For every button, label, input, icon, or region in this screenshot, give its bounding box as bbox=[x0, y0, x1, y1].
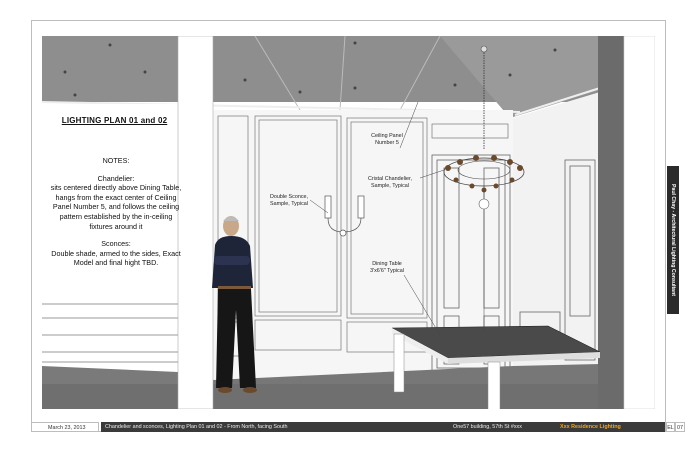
footer-sheet-code: EL bbox=[666, 422, 675, 432]
footer-project: Xxx Residence Lighting bbox=[560, 424, 621, 430]
footer-description: Chandelier and sconces, Lighting Plan 01 and 02 - From North, facing South bbox=[105, 424, 288, 430]
chandelier-label-line-2: Sample, Typical bbox=[371, 182, 409, 189]
sconce-label-line-1: Double Sconce, bbox=[269, 194, 309, 200]
sconces-heading: Sconces: bbox=[101, 239, 131, 249]
title-block-footer bbox=[31, 422, 684, 432]
page-title: LIGHTING PLAN 01 and 02 bbox=[61, 116, 168, 125]
footer-building: One57 building, 57th St #xxx bbox=[453, 424, 522, 430]
footer-sheet-number: 07 bbox=[675, 422, 685, 432]
right-column bbox=[598, 36, 624, 409]
chandelier-heading: Chandelier: bbox=[97, 173, 135, 183]
consultant-name: Paul Chay - Architectural Lighting Consultant bbox=[670, 184, 676, 296]
sconces-note: Double shade, armed to the sides, Exact Model and final hight TBD. bbox=[51, 248, 181, 268]
ceiling-panel-label-line-2: Number 5 bbox=[375, 139, 399, 146]
chandelier-note: sits centered directly above Dining Table, hangs from the exact center of Ceiling Panel Number 5, and follows the ceiling pattern established by the in-ceiling fixtures around it bbox=[50, 183, 182, 231]
chandelier-label-line-1: Cristal Chandelier, bbox=[367, 176, 413, 182]
footer-date: March 23, 2013 bbox=[31, 422, 99, 432]
ceiling-panel-label bbox=[365, 133, 409, 146]
dining-table-label-line-2: 3'x6'6" Typical bbox=[370, 267, 404, 274]
consultant-sidebar bbox=[667, 166, 679, 314]
notes-block bbox=[48, 156, 184, 276]
sconce-label bbox=[264, 194, 314, 207]
sconce-label-line-2: Sample, Typical bbox=[270, 200, 308, 207]
dining-table-label bbox=[362, 261, 412, 274]
ceiling-panel-label-line-1: Ceiling Panel bbox=[371, 133, 403, 139]
notes-heading: NOTES: bbox=[102, 156, 130, 165]
chandelier-label bbox=[359, 176, 421, 189]
dining-table-label-line-1: Dining Table bbox=[372, 261, 402, 267]
floor bbox=[42, 384, 655, 409]
footer-bar bbox=[101, 422, 665, 432]
